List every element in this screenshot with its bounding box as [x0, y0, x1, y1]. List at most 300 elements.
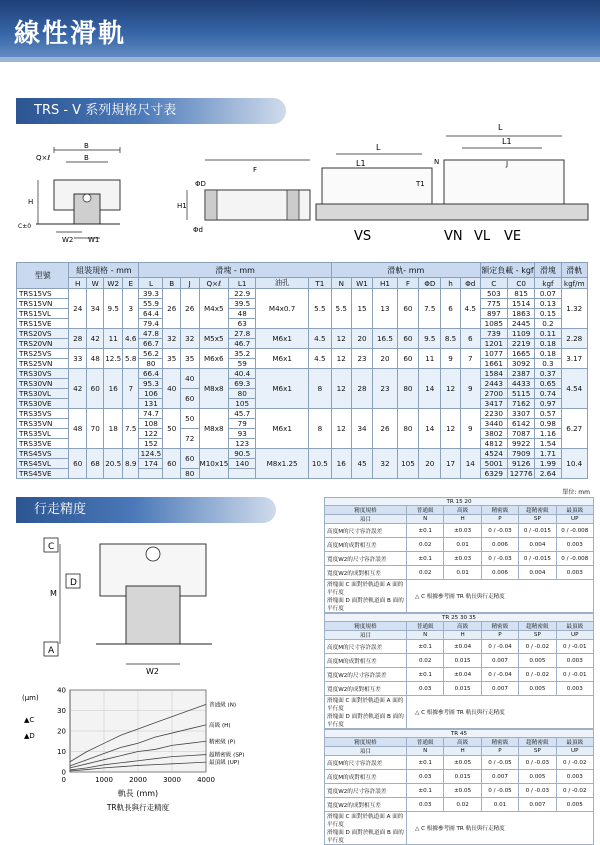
th-sub: W1: [351, 278, 373, 289]
precision-header-cell: 精度規格: [325, 622, 407, 631]
precision-unit: 單位: mm: [562, 489, 590, 496]
spec-cell: 20.5: [104, 449, 123, 479]
label-l1-left: L1: [356, 159, 366, 168]
spec-cell: 64.4: [139, 309, 163, 319]
spec-cell: 93: [229, 429, 256, 439]
precision-cell: 高度M的尺寸容許誤差: [325, 640, 407, 654]
spec-cell: 7: [123, 369, 139, 409]
spec-cell: 90.5: [229, 449, 256, 459]
precision-code-cell: UP: [556, 515, 593, 524]
precision-row: [325, 654, 594, 668]
spec-cell: 16: [104, 369, 123, 409]
precision-note-row: [325, 580, 594, 613]
spec-cell: 24: [69, 289, 86, 329]
spec-row: [17, 329, 588, 339]
precision-cell: 0 / -0.02: [556, 784, 593, 798]
spec-cell: 6142: [507, 419, 534, 429]
precision-code-cell: N: [407, 515, 444, 524]
spec-cell: 18: [104, 409, 123, 449]
precision-cell: 0 / -0.015: [519, 524, 556, 538]
spec-row: [17, 289, 588, 299]
precision-code-cell: UP: [556, 747, 593, 756]
spec-cell: 28: [69, 329, 86, 349]
precision-cell: 0.015: [444, 682, 481, 696]
spec-cell: 80: [180, 469, 199, 479]
spec-cell: 45.7: [229, 409, 256, 419]
spec-cell: 5.5: [331, 289, 351, 329]
spec-cell: 4.5: [460, 289, 480, 329]
spec-cell: 28: [351, 369, 373, 409]
precision-cell: 0.03: [407, 682, 444, 696]
label-h1: H1: [177, 202, 187, 210]
spec-cell: 9: [460, 409, 480, 449]
section-accuracy-label: 行走精度: [34, 502, 87, 517]
precision-code-cell: SP: [519, 515, 556, 524]
precision-header-cell: 普通級: [407, 622, 444, 631]
precision-note: 滑塊面 D 面對於軌道面 B 面的平行度: [327, 830, 404, 844]
spec-cell: 8.9: [123, 449, 139, 479]
spec-row: [17, 449, 588, 459]
spec-cell: 0.37: [535, 369, 561, 379]
spec-cell: M8x8: [199, 369, 229, 409]
spec-cell: 0.3: [535, 359, 561, 369]
th-sub: Q×ℓ: [199, 278, 229, 289]
precision-row: [325, 538, 594, 552]
label-vl: VL: [474, 229, 491, 244]
label-h: H: [28, 198, 34, 206]
spec-cell: 74.7: [139, 409, 163, 419]
th-sub: 油孔: [256, 278, 308, 289]
spec-cell: 72: [180, 429, 199, 449]
spec-cell: 2.28: [561, 329, 587, 349]
spec-cell: 12: [441, 369, 461, 409]
acc-label-c: C: [48, 542, 55, 552]
chart-xtick-label: 0: [61, 776, 66, 784]
precision-series: TR 15 20: [325, 498, 594, 506]
precision-cell: ±0.05: [444, 784, 481, 798]
spec-cell: [139, 469, 163, 479]
spec-model-cell: TRS15VL: [17, 309, 69, 319]
spec-cell: 3: [123, 289, 139, 329]
spec-cell: 0.97: [535, 399, 561, 409]
label-phid: Φd: [193, 226, 203, 234]
spec-cell: 60: [180, 389, 199, 409]
spec-cell: 4812: [480, 439, 507, 449]
spec-model-cell: TRS25VS: [17, 349, 69, 359]
precision-header-cell: 高級: [444, 738, 481, 747]
spec-cell: 5001: [480, 459, 507, 469]
chart-series-label: 高級 (H): [209, 722, 231, 729]
precision-cell: ±0.03: [444, 524, 481, 538]
precision-cell: ±0.1: [407, 552, 444, 566]
spec-cell: 0.13: [535, 299, 561, 309]
spec-cell: 7162: [507, 399, 534, 409]
spec-cell: 106: [139, 389, 163, 399]
spec-cell: 0.2: [535, 319, 561, 329]
th-weight-block: 滑塊: [535, 263, 561, 278]
spec-cell: 60: [397, 329, 419, 349]
spec-cell: 26: [163, 289, 180, 329]
spec-table: [16, 262, 588, 479]
spec-cell: 48: [229, 309, 256, 319]
precision-cell: 0.005: [519, 682, 556, 696]
spec-cell: 79.4: [139, 319, 163, 329]
spec-cell: 8: [308, 409, 331, 449]
spec-cell: 9.5: [419, 329, 441, 349]
precision-cell: 0.01: [481, 798, 518, 812]
spec-row: [17, 369, 588, 379]
accuracy-drawing: [16, 530, 216, 680]
spec-cell: 69.3: [229, 379, 256, 389]
spec-cell: 3307: [507, 409, 534, 419]
acc-label-d: D: [70, 578, 77, 588]
precision-cell: 0 / -0.02: [519, 640, 556, 654]
spec-cell: 0.15: [535, 309, 561, 319]
spec-cell: 4433: [507, 379, 534, 389]
precision-cell: ±0.1: [407, 524, 444, 538]
th-sub: C: [480, 278, 507, 289]
precision-header-cell: 普通級: [407, 506, 444, 515]
spec-cell: 1.99: [535, 459, 561, 469]
spec-cell: 60: [397, 289, 419, 329]
spec-cell: 35: [180, 349, 199, 369]
spec-cell: M6x1: [256, 349, 308, 369]
precision-code-cell: N: [407, 631, 444, 640]
spec-cell: M6x1: [256, 409, 308, 449]
precision-cell: 0.007: [519, 798, 556, 812]
precision-code-cell: H: [444, 515, 481, 524]
precision-cell: 0.003: [556, 770, 593, 784]
precision-code-cell: P: [481, 631, 518, 640]
spec-cell: 17: [441, 449, 461, 479]
spec-cell: 40.4: [229, 369, 256, 379]
spec-cell: 45: [351, 449, 373, 479]
th-sub: W: [86, 278, 103, 289]
precision-row: [325, 566, 594, 580]
spec-cell: 1077: [480, 349, 507, 359]
spec-cell: 0.18: [535, 339, 561, 349]
precision-header-cell: 超精密級: [519, 506, 556, 515]
spec-cell: 60: [397, 349, 419, 369]
spec-model-cell: TRS30VE: [17, 399, 69, 409]
precision-table: [324, 613, 594, 729]
precision-cell: 0 / -0.015: [519, 552, 556, 566]
label-j: J: [506, 160, 509, 168]
precision-header-cell: 精密級: [481, 622, 518, 631]
spec-cell: 105: [229, 399, 256, 409]
th-sub: Φd: [460, 278, 480, 289]
th-sub: C0: [507, 278, 534, 289]
spec-cell: 1584: [480, 369, 507, 379]
spec-cell: 1201: [480, 339, 507, 349]
spec-cell: 739: [480, 329, 507, 339]
spec-cell: 16: [331, 449, 351, 479]
spec-cell: M4x0.7: [256, 289, 308, 329]
label-b: B: [84, 154, 89, 162]
precision-cell: 高度M的成對相互差: [325, 654, 407, 668]
spec-cell: 60: [180, 449, 199, 469]
spec-cell: 3802: [480, 429, 507, 439]
spec-cell: 775: [480, 299, 507, 309]
block-variants-drawing: [316, 108, 588, 248]
spec-cell: M8x1.25: [256, 449, 308, 479]
precision-cell: 0.02: [407, 654, 444, 668]
spec-cell: 12.5: [104, 349, 123, 369]
precision-header-cell: 高級: [444, 506, 481, 515]
spec-cell: 95.3: [139, 379, 163, 389]
spec-cell: [229, 469, 256, 479]
spec-cell: 23: [373, 369, 397, 409]
spec-cell: M4x5: [199, 289, 229, 329]
spec-cell: 131: [139, 399, 163, 409]
page-header: [0, 0, 600, 62]
spec-model-cell: TRS30VS: [17, 369, 69, 379]
spec-subheader-row: [17, 278, 588, 289]
spec-cell: 2.64: [535, 469, 561, 479]
precision-block: [324, 613, 594, 729]
label-n: N: [434, 158, 440, 166]
chart-caption: TR軌長與行走精度: [106, 803, 170, 812]
spec-cell: 27.8: [229, 329, 256, 339]
page-title: 線性滑軌: [14, 19, 127, 49]
precision-cell: 0.007: [481, 654, 518, 668]
precision-cell: ±0.1: [407, 668, 444, 682]
precision-row: [325, 524, 594, 538]
precision-note-text: △ C 根據參考圖 TR 軌長與行走精度: [407, 696, 594, 729]
precision-cell: 0.004: [519, 566, 556, 580]
th-weight-rail: 滑軌: [561, 263, 587, 278]
precision-cell: 0 / -0.05: [481, 756, 518, 770]
spec-cell: 10.5: [308, 449, 331, 479]
spec-cell: 63: [229, 319, 256, 329]
th-sub: E: [123, 278, 139, 289]
spec-row: [17, 409, 588, 419]
precision-cell: 0.02: [407, 566, 444, 580]
accuracy-chart: [16, 684, 266, 824]
precision-row: [325, 682, 594, 696]
spec-cell: M6x6: [199, 349, 229, 369]
spec-cell: 60: [69, 449, 86, 479]
spec-cell: 34: [351, 409, 373, 449]
precision-note-row: [325, 812, 594, 845]
spec-cell: 2700: [480, 389, 507, 399]
spec-cell: 3440: [480, 419, 507, 429]
spec-cell: 7087: [507, 429, 534, 439]
spec-cell: 5.5: [308, 289, 331, 329]
spec-cell: M5x5: [199, 329, 229, 349]
spec-cell: 60: [163, 449, 180, 479]
spec-cell: 32: [373, 449, 397, 479]
label-l-left: L: [376, 143, 381, 152]
cross-section-drawing: [16, 140, 136, 245]
precision-cell: 寬度W2的成對相互差: [325, 566, 407, 580]
chart-side-marker: ▲C: [24, 716, 35, 724]
precision-cell: 0 / -0.01: [556, 668, 593, 682]
label-qxl: Q×ℓ: [36, 154, 51, 162]
spec-model-cell: TRS35VE: [17, 439, 69, 449]
spec-model-cell: TRS35VS: [17, 409, 69, 419]
precision-header-cell: 精密級: [481, 506, 518, 515]
spec-cell: 48: [86, 349, 103, 369]
th-sub: W2: [104, 278, 123, 289]
precision-cell: 0.03: [407, 770, 444, 784]
precision-header-cell: 最頂級: [556, 506, 593, 515]
th-sub: kgf/m: [561, 278, 587, 289]
spec-cell: 40: [163, 369, 180, 409]
spec-cell: 13: [373, 289, 397, 329]
spec-cell: 9.5: [104, 289, 123, 329]
th-sub: H: [69, 278, 86, 289]
label-f: F: [253, 166, 258, 174]
spec-cell: 12: [331, 329, 351, 349]
precision-cell: ±0.03: [444, 552, 481, 566]
spec-cell: 32: [163, 329, 180, 349]
precision-cell: 寬度W2的尺寸容許誤差: [325, 784, 407, 798]
spec-cell: 1661: [480, 359, 507, 369]
chart-ytick-label: 10: [57, 748, 66, 756]
spec-cell: 1863: [507, 309, 534, 319]
th-sub: T1: [308, 278, 331, 289]
spec-cell: 6: [441, 289, 461, 329]
precision-row: [325, 640, 594, 654]
spec-cell: 35: [163, 349, 180, 369]
th-sub: J: [180, 278, 199, 289]
spec-cell: 42: [86, 329, 103, 349]
precision-cell: 0.01: [444, 566, 481, 580]
spec-cell: 14: [419, 409, 441, 449]
precision-cell: 高度M的成對相互差: [325, 538, 407, 552]
label-w1: W1: [88, 236, 100, 244]
precision-cell: 0 / -0.04: [481, 668, 518, 682]
label-c-tol: C±0: [18, 223, 32, 230]
precision-code-cell: H: [444, 747, 481, 756]
precision-row: [325, 756, 594, 770]
spec-cell: 4.6: [123, 329, 139, 349]
label-t1: T1: [416, 180, 425, 188]
precision-cell: ±0.04: [444, 640, 481, 654]
precision-cell: ±0.1: [407, 640, 444, 654]
chart-series-label: 最頂級 (UP): [209, 760, 240, 767]
spec-cell: 2230: [480, 409, 507, 419]
label-c: B: [84, 142, 89, 150]
spec-cell: 80: [139, 359, 163, 369]
precision-note: 滑塊面 C 面對於軌道面 A 面的平行度: [327, 582, 404, 596]
spec-model-cell: TRS30VN: [17, 379, 69, 389]
spec-cell: 7.5: [419, 289, 441, 329]
spec-cell: 20: [419, 449, 441, 479]
spec-cell: 5.8: [123, 349, 139, 369]
precision-cell: 0.003: [556, 566, 593, 580]
spec-cell: 23: [351, 349, 373, 369]
spec-cell: 2443: [480, 379, 507, 389]
acc-label-m: M: [50, 589, 57, 598]
spec-cell: 2219: [507, 339, 534, 349]
spec-cell: 8: [308, 369, 331, 409]
precision-cell: 0.003: [556, 682, 593, 696]
precision-header-cell: 最頂級: [556, 738, 593, 747]
spec-cell: 80: [397, 369, 419, 409]
precision-container: [324, 497, 594, 845]
precision-header-cell: 最頂級: [556, 622, 593, 631]
th-model: 型號: [17, 263, 69, 289]
spec-row: [17, 349, 588, 359]
spec-cell: 6329: [480, 469, 507, 479]
chart-side-marker: ▲D: [24, 732, 35, 740]
spec-cell: 14: [460, 449, 480, 479]
spec-cell: 0.98: [535, 419, 561, 429]
spec-cell: 26: [373, 409, 397, 449]
spec-cell: 105: [397, 449, 419, 479]
spec-model-cell: TRS35VN: [17, 419, 69, 429]
precision-note-row: [325, 696, 594, 729]
precision-cell: 0.004: [519, 538, 556, 552]
precision-header-cell: 超精密級: [519, 738, 556, 747]
precision-cell: 0 / -0.008: [556, 524, 593, 538]
spec-cell: 20: [373, 349, 397, 369]
spec-cell: 20: [351, 329, 373, 349]
chart-series-label: 普通級 (N): [209, 702, 237, 709]
precision-cell: 0 / -0.03: [519, 756, 556, 770]
chart-ytick-label: 20: [57, 727, 66, 736]
chart-ytick-label: 0: [61, 768, 66, 777]
precision-row: [325, 668, 594, 682]
section-accuracy-bar: [16, 497, 276, 523]
chart-series-label: 精密級 (P): [209, 739, 236, 746]
precision-note: 滑塊面 C 面對於軌道面 A 面的平行度: [327, 814, 404, 828]
precision-row: [325, 798, 594, 812]
precision-row: [325, 552, 594, 566]
precision-code-cell: SP: [519, 631, 556, 640]
precision-cell: ±0.1: [407, 784, 444, 798]
spec-cell: 35.2: [229, 349, 256, 359]
precision-series: TR 25 30 35: [325, 614, 594, 622]
spec-model-cell: TRS15VS: [17, 289, 69, 299]
precision-series: TR 45: [325, 730, 594, 738]
spec-cell: 40: [180, 369, 199, 389]
precision-cell: 0 / -0.03: [481, 524, 518, 538]
spec-cell: 16.5: [373, 329, 397, 349]
spec-cell: 46.7: [229, 339, 256, 349]
chart-ylabel: (μm): [22, 694, 39, 702]
precision-header-cell: 精密級: [481, 738, 518, 747]
spec-cell: 1514: [507, 299, 534, 309]
th-sub: L1: [229, 278, 256, 289]
spec-model-cell: TRS20VN: [17, 339, 69, 349]
spec-cell: M10x15: [199, 449, 229, 479]
precision-code-cell: UP: [556, 631, 593, 640]
spec-cell: 12: [331, 349, 351, 369]
chart-xtick-label: 1000: [95, 776, 113, 784]
spec-cell: 10.4: [561, 449, 587, 479]
spec-cell: 12: [331, 369, 351, 409]
spec-model-cell: TRS45VE: [17, 469, 69, 479]
th-sub: F: [397, 278, 419, 289]
rail-side-drawing: [165, 150, 315, 245]
spec-cell: 1109: [507, 329, 534, 339]
spec-cell: 12776: [507, 469, 534, 479]
chart-xtick-label: 3000: [163, 776, 181, 784]
precision-note-text: △ C 根據參考圖 TR 軌長與行走精度: [407, 812, 594, 845]
th-load: 額定負載 - kgf: [480, 263, 535, 278]
precision-code-cell: 項目: [325, 515, 407, 524]
spec-cell: 15: [351, 289, 373, 329]
spec-cell: 14: [419, 369, 441, 409]
spec-cell: 9126: [507, 459, 534, 469]
precision-code-cell: P: [481, 515, 518, 524]
precision-cell: ±0.1: [407, 756, 444, 770]
precision-cell: 0.03: [407, 798, 444, 812]
section-series-label: TRS - V 系列規格尺寸表: [34, 103, 177, 118]
